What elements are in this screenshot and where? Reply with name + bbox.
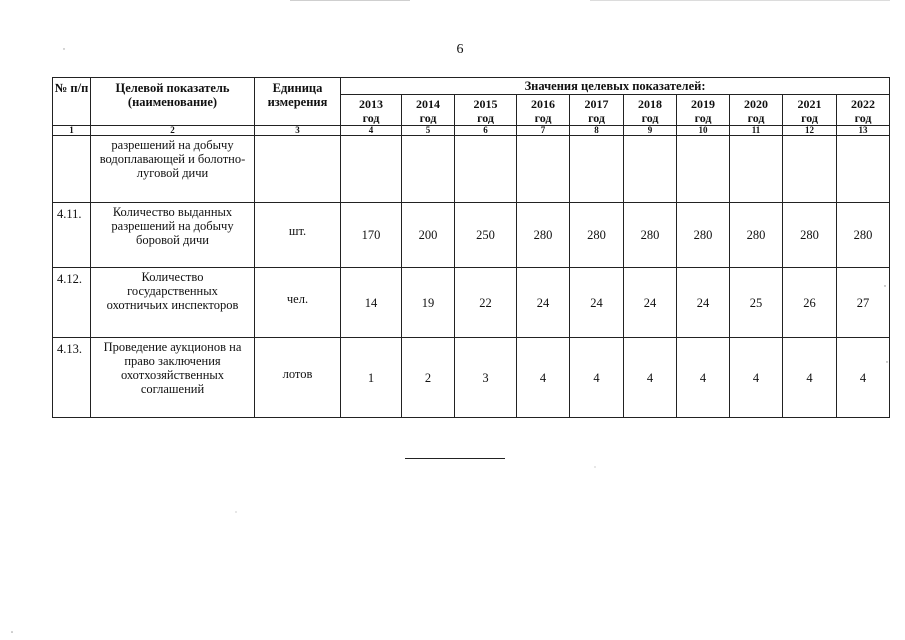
year-label: 2020: [744, 97, 768, 111]
value-2016: 24: [517, 268, 570, 338]
page-number: 6: [456, 42, 464, 57]
column-number: 13: [837, 126, 890, 136]
value-2020: 4: [730, 338, 783, 418]
column-number: 11: [730, 126, 783, 136]
value-2021: 4: [783, 338, 837, 418]
row-number: 4.12.: [53, 268, 91, 338]
value-2022: 27: [837, 268, 890, 338]
year-label: 2019: [691, 97, 715, 111]
column-number: 8: [570, 126, 624, 136]
column-number: 3: [255, 126, 341, 136]
value-2022: 280: [837, 203, 890, 268]
value-2017: 24: [570, 268, 624, 338]
value-2021: 26: [783, 268, 837, 338]
value-2017: 4: [570, 338, 624, 418]
value-2013: 170: [341, 203, 402, 268]
indicator-name: разрешений на добычу водоплавающей и болотно-луговой дичи: [91, 136, 255, 203]
value-2013: 14: [341, 268, 402, 338]
header-unit: Единица измерения: [255, 78, 341, 126]
row-number: 4.11.: [53, 203, 91, 268]
value-2020: 280: [730, 203, 783, 268]
value-2022: 4: [837, 338, 890, 418]
year-label: 2013: [359, 97, 383, 111]
row-number: 4.13.: [53, 338, 91, 418]
column-number: 6: [455, 126, 517, 136]
year-word: год: [477, 111, 494, 125]
year-word: год: [362, 111, 380, 125]
value-2018: 4: [624, 338, 677, 418]
value-2018: 280: [624, 203, 677, 268]
year-word: год: [854, 111, 872, 125]
value-2018: 24: [624, 268, 677, 338]
year-word: год: [419, 111, 437, 125]
year-label: 2021: [797, 97, 822, 111]
indicator-name: Проведение аукционов на право заключения охотхозяйственных соглашений: [91, 338, 255, 418]
column-number: 9: [624, 126, 677, 136]
year-word: год: [534, 111, 552, 125]
year-word: год: [801, 111, 818, 125]
unit-of-measure: чел.: [255, 268, 341, 338]
value-2019: 24: [677, 268, 730, 338]
unit-of-measure: лотов: [255, 338, 341, 418]
value-2016: 280: [517, 203, 570, 268]
header-num: № п/п: [53, 78, 91, 126]
value-2014: 200: [402, 203, 455, 268]
year-label: 2016: [531, 97, 555, 111]
indicator-name: Количество государственных охотничьих инспекторов: [91, 268, 255, 338]
unit-of-measure: шт.: [255, 203, 341, 268]
value-2015: 22: [455, 268, 517, 338]
year-word: год: [588, 111, 605, 125]
column-number: 2: [91, 126, 255, 136]
value-2014: 19: [402, 268, 455, 338]
year-word: год: [747, 111, 765, 125]
value-2017: 280: [570, 203, 624, 268]
column-number: 4: [341, 126, 402, 136]
year-word: год: [694, 111, 712, 125]
year-label: 2018: [638, 97, 662, 111]
value-2019: 280: [677, 203, 730, 268]
indicator-name: Количество выданных разрешений на добычу боровой дичи: [91, 203, 255, 268]
header-indicator: Целевой показатель (наименование): [91, 78, 255, 126]
year-word: год: [641, 111, 659, 125]
value-2019: 4: [677, 338, 730, 418]
column-number: 7: [517, 126, 570, 136]
column-number: 10: [677, 126, 730, 136]
value-2015: 3: [455, 338, 517, 418]
header-values-title: Значения целевых показателей:: [341, 78, 890, 95]
column-number: 12: [783, 126, 837, 136]
year-label: 2022: [851, 97, 876, 111]
value-2014: 2: [402, 338, 455, 418]
year-label: 2014: [416, 97, 440, 111]
value-2013: 1: [341, 338, 402, 418]
column-number: 1: [53, 126, 91, 136]
year-label: 2017: [584, 97, 609, 111]
value-2016: 4: [517, 338, 570, 418]
year-label: 2015: [473, 97, 498, 111]
value-2015: 250: [455, 203, 517, 268]
column-number: 5: [402, 126, 455, 136]
value-2021: 280: [783, 203, 837, 268]
value-2020: 25: [730, 268, 783, 338]
